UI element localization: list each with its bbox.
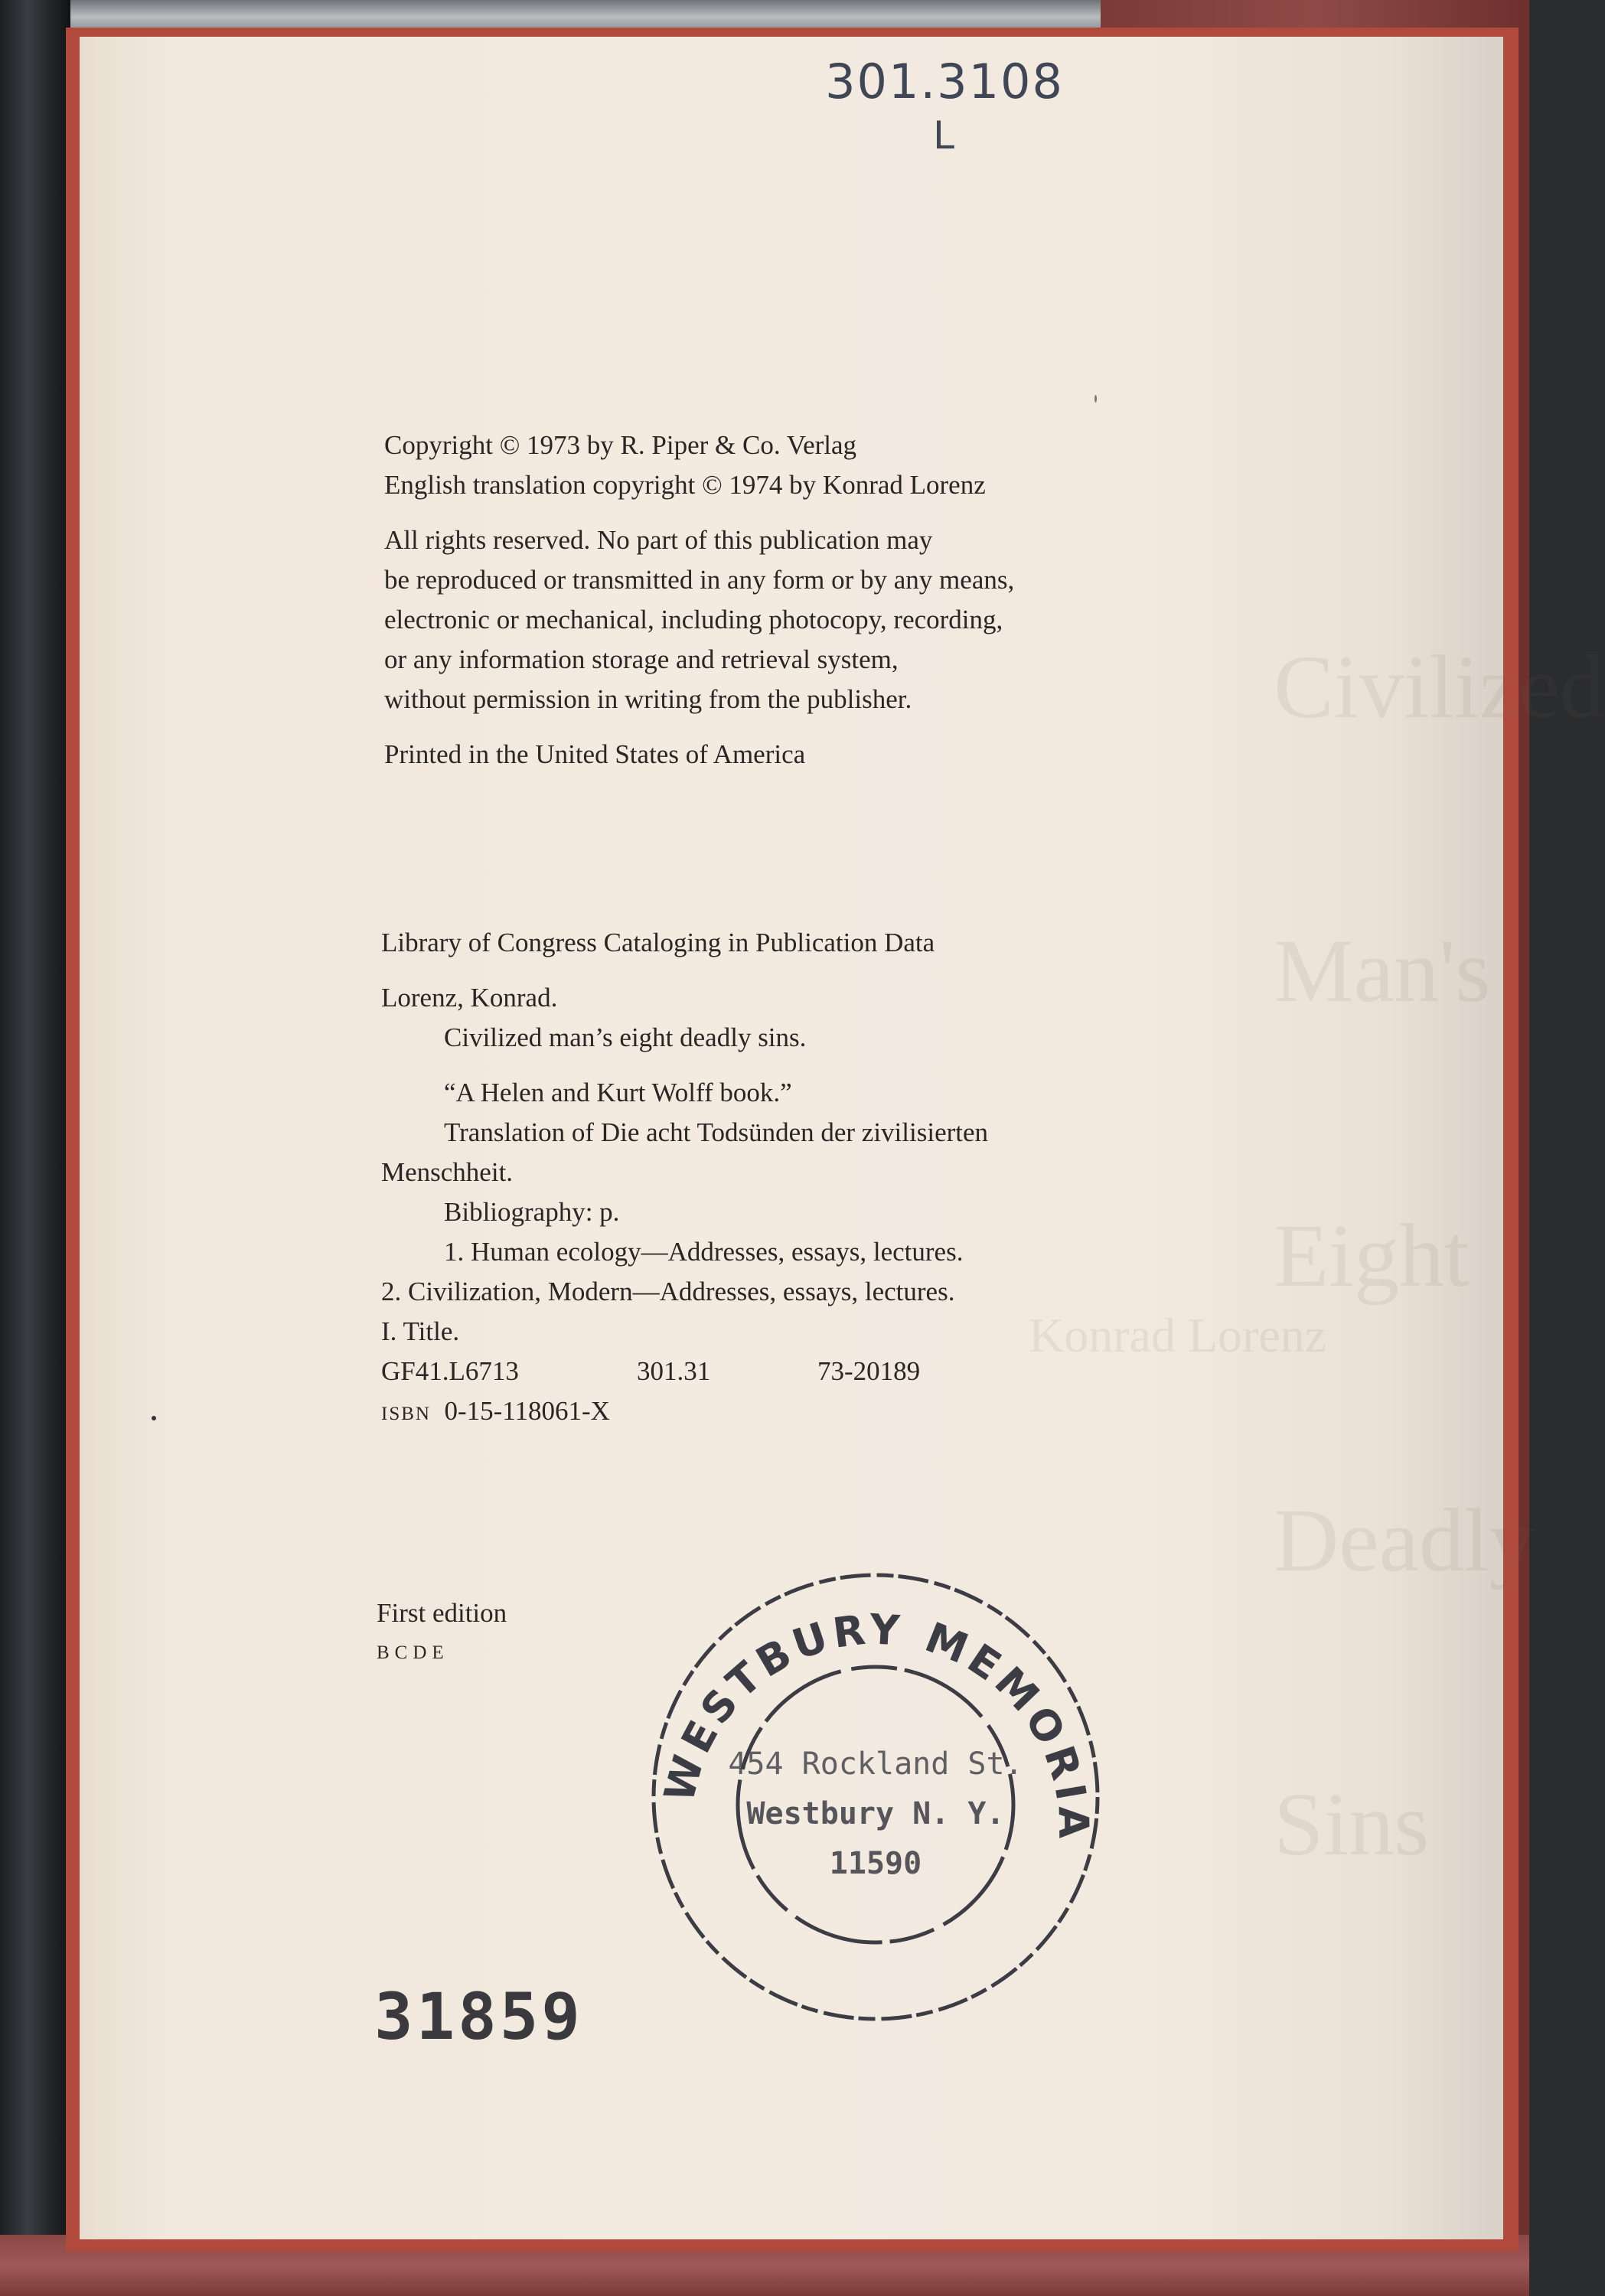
copyright-block [384, 426, 1014, 775]
paper-speck [152, 1416, 156, 1420]
stamp-library-name: WESTBURY MEMORIA [654, 1605, 1098, 1844]
cip-lc-class: GF41.L6713 [381, 1356, 519, 1386]
cip-dewey: 301.31 [637, 1356, 711, 1386]
rights-line: without permission in writing from the publisher. [384, 684, 912, 714]
cip-bibliography: Bibliography: p. [444, 1197, 620, 1227]
cip-translation-cont: Menschheit. [381, 1157, 514, 1187]
cip-subject: 1. Human ecology—Addresses, essays, lectures. [444, 1237, 964, 1267]
rights-line: electronic or mechanical, including photocopy, recording, [384, 605, 1003, 634]
handwritten-call-number: 301.3108 L [825, 54, 1064, 158]
printed-in-line: Printed in the United States of America [384, 739, 806, 769]
edition-block [377, 1593, 507, 1673]
rights-line: be reproduced or transmitted in any form or by any means, [384, 565, 1015, 595]
cip-title-entry: I. Title. [381, 1316, 460, 1346]
rights-line: or any information storage and retrieval system, [384, 644, 899, 674]
rights-line: All rights reserved. No part of this publication may [384, 525, 933, 555]
cip-classification-row [381, 1352, 988, 1391]
show-through-title: Civilized Man's Eight Deadly Sins [1274, 636, 1605, 1875]
show-through-author: Konrad Lorenz [1029, 1308, 1327, 1362]
paper-speck [1094, 395, 1097, 403]
library-stamp [615, 1521, 1136, 2042]
printing-line: BCDE [377, 1642, 449, 1663]
cip-lccn: 73-20189 [817, 1356, 921, 1386]
book-binding [0, 0, 70, 2296]
stamp-zip: 11590 [829, 1846, 922, 1881]
cip-author: Lorenz, Konrad. [381, 983, 558, 1013]
copyright-line: Copyright © 1973 by R. Piper & Co. Verlag [384, 430, 857, 460]
isbn-label: ISBN [381, 1404, 431, 1424]
edition-label: First edition [377, 1598, 507, 1628]
cip-note: “A Helen and Kurt Wolff book.” [444, 1078, 792, 1107]
copyright-page [80, 37, 1605, 2239]
cip-block [381, 923, 988, 1434]
cip-translation: Translation of Die acht Todsünden der zivilisierten [444, 1117, 989, 1147]
cip-title: Civilized man’s eight deadly sins. [444, 1022, 807, 1052]
stamp-address-2: Westbury N. Y. [746, 1796, 1005, 1831]
translation-copyright-line: English translation copyright © 1974 by Konrad Lorenz [384, 470, 986, 500]
stamp-address-1: 454 Rockland St. [728, 1746, 1023, 1782]
library-stamp-graphic [615, 1521, 1136, 2042]
cip-subject: 2. Civilization, Modern—Addresses, essays, lectures. [381, 1277, 955, 1306]
cip-heading: Library of Congress Cataloging in Publication Data [381, 928, 935, 957]
isbn-number: 0-15-118061-X [444, 1396, 610, 1426]
cip-isbn-row [381, 1391, 988, 1434]
cover-edge [70, 0, 1102, 31]
accession-number: 31859 [374, 1979, 583, 2054]
